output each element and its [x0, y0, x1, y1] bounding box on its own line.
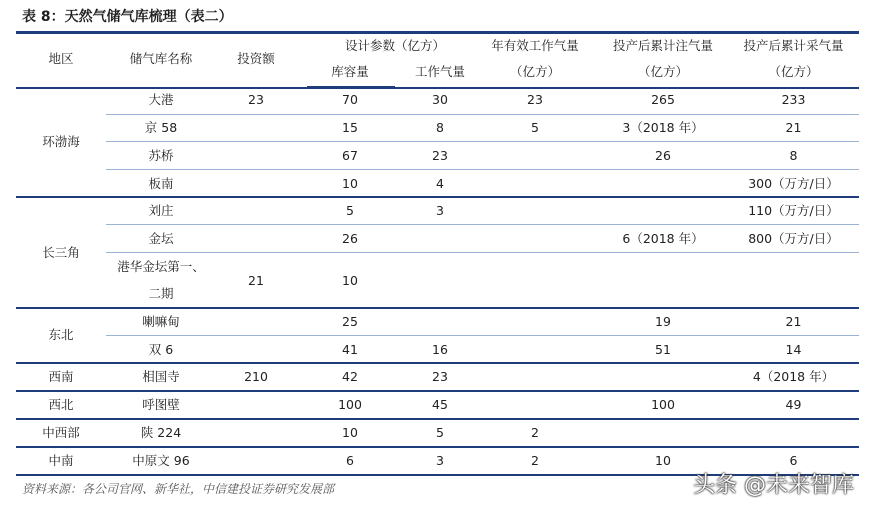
cell-extract: 300（万方/日） — [748, 176, 839, 191]
row-separator — [106, 169, 859, 170]
group-separator — [16, 362, 859, 364]
cell-capacity: 10 — [342, 273, 358, 288]
cell-capacity: 15 — [342, 120, 358, 135]
region-bohai: 环渤海 — [42, 134, 80, 149]
cell-inject: 10 — [655, 453, 671, 468]
cell-inject: 3（2018 年） — [622, 120, 704, 135]
cell-capacity: 70 — [342, 92, 358, 107]
region-southwest: 西南 — [48, 369, 74, 384]
header-name: 储气库名称 — [129, 51, 193, 66]
header-work-gas: 工作气量 — [414, 64, 465, 79]
row-separator — [106, 141, 859, 142]
cell-name-line2: 二期 — [148, 286, 174, 301]
cell-name-line1: 港华金坛第一、 — [117, 259, 205, 274]
cell-extract: 21 — [785, 120, 802, 135]
cell-annual: 2 — [531, 425, 539, 440]
region-northwest: 西北 — [48, 397, 74, 412]
cell-name: 大港 — [148, 92, 174, 107]
cell-inject: 100 — [651, 397, 675, 412]
cell-capacity: 41 — [342, 342, 358, 357]
header-annual-2: （亿方） — [509, 64, 560, 79]
header-invest: 投资额 — [237, 51, 275, 66]
cell-inject: 265 — [651, 92, 675, 107]
cell-work-gas: 3 — [436, 203, 444, 218]
region-central-south: 中南 — [48, 453, 74, 468]
header-extract-1: 投产后累计采气量 — [743, 38, 844, 53]
cell-work-gas: 5 — [436, 425, 444, 440]
cell-capacity: 5 — [346, 203, 354, 218]
group-separator — [16, 446, 859, 448]
cell-invest: 23 — [248, 92, 264, 107]
cell-annual: 23 — [527, 92, 543, 107]
cell-extract: 4（2018 年） — [752, 369, 835, 384]
cell-capacity: 67 — [342, 148, 358, 163]
cell-name: 苏桥 — [148, 148, 174, 163]
cell-work-gas: 45 — [432, 397, 448, 412]
cell-invest: 210 — [244, 369, 268, 384]
cell-capacity: 10 — [342, 176, 358, 191]
cell-extract: 8 — [789, 148, 798, 163]
row-separator — [106, 335, 859, 336]
cell-extract: 14 — [785, 342, 802, 357]
cell-extract: 110（万方/日） — [748, 203, 839, 218]
region-yangtze: 长三角 — [42, 245, 80, 260]
cell-name: 中原文 96 — [132, 453, 190, 468]
cell-capacity: 100 — [338, 397, 362, 412]
region-northeast: 东北 — [48, 327, 74, 342]
region-central-west: 中西部 — [42, 425, 80, 440]
source-note: 资料来源：各公司官网、新华社，中信建投证券研究发展部 — [22, 482, 335, 496]
cell-capacity: 26 — [342, 231, 358, 246]
watermark: 头条 @未来智库 — [693, 473, 854, 498]
cell-capacity: 42 — [342, 369, 358, 384]
cell-name: 陕 224 — [140, 425, 182, 440]
cell-inject: 6（2018 年） — [622, 231, 704, 246]
cell-extract: 233 — [781, 92, 806, 107]
cell-annual: 2 — [531, 453, 539, 468]
cell-work-gas: 3 — [436, 453, 444, 468]
cell-work-gas: 4 — [436, 176, 444, 191]
cell-invest: 21 — [248, 273, 264, 288]
cell-work-gas: 30 — [432, 92, 448, 107]
header-inject-1: 投产后累计注气量 — [612, 38, 713, 53]
cell-work-gas: 16 — [432, 342, 448, 357]
cell-work-gas: 8 — [436, 120, 444, 135]
row-separator — [106, 114, 859, 115]
cell-extract: 800（万方/日） — [748, 231, 839, 246]
cell-inject: 19 — [655, 314, 671, 329]
row-separator — [106, 224, 859, 225]
cell-name: 金坛 — [148, 231, 174, 246]
cell-extract: 6 — [789, 453, 798, 468]
header-annual-1: 年有效工作气量 — [491, 38, 579, 53]
row-separator — [106, 252, 859, 253]
cell-name: 呼图壁 — [142, 397, 180, 412]
group-separator — [16, 307, 859, 309]
cell-work-gas: 23 — [432, 148, 448, 163]
header-extract-2: （亿方） — [768, 64, 819, 79]
cell-capacity: 6 — [346, 453, 354, 468]
header-bottom-border — [16, 87, 859, 89]
cell-name: 喇嘛甸 — [142, 314, 180, 329]
cell-name: 相国寺 — [142, 369, 180, 384]
cell-name: 板南 — [148, 176, 174, 191]
cell-extract: 21 — [785, 314, 802, 329]
cell-work-gas: 23 — [432, 369, 448, 384]
cell-inject: 26 — [655, 148, 671, 163]
cell-annual: 5 — [531, 120, 539, 135]
group-separator — [16, 390, 859, 392]
table-title: 表 8：天然气储气库梳理（表二） — [22, 9, 233, 25]
table-top-border — [16, 31, 859, 34]
cell-name: 刘庄 — [148, 203, 174, 218]
cell-name: 京 58 — [144, 120, 178, 135]
header-design-group: 设计参数（亿方） — [344, 38, 445, 53]
cell-name: 双 6 — [148, 342, 174, 357]
cell-capacity: 10 — [342, 425, 358, 440]
header-inject-2: （亿方） — [637, 64, 688, 79]
cell-capacity: 25 — [342, 314, 358, 329]
group-separator — [16, 418, 859, 420]
header-capacity: 库容量 — [331, 64, 369, 79]
header-region: 地区 — [48, 51, 74, 66]
cell-inject: 51 — [655, 342, 671, 357]
cell-extract: 49 — [785, 397, 802, 412]
group-separator — [16, 196, 859, 198]
